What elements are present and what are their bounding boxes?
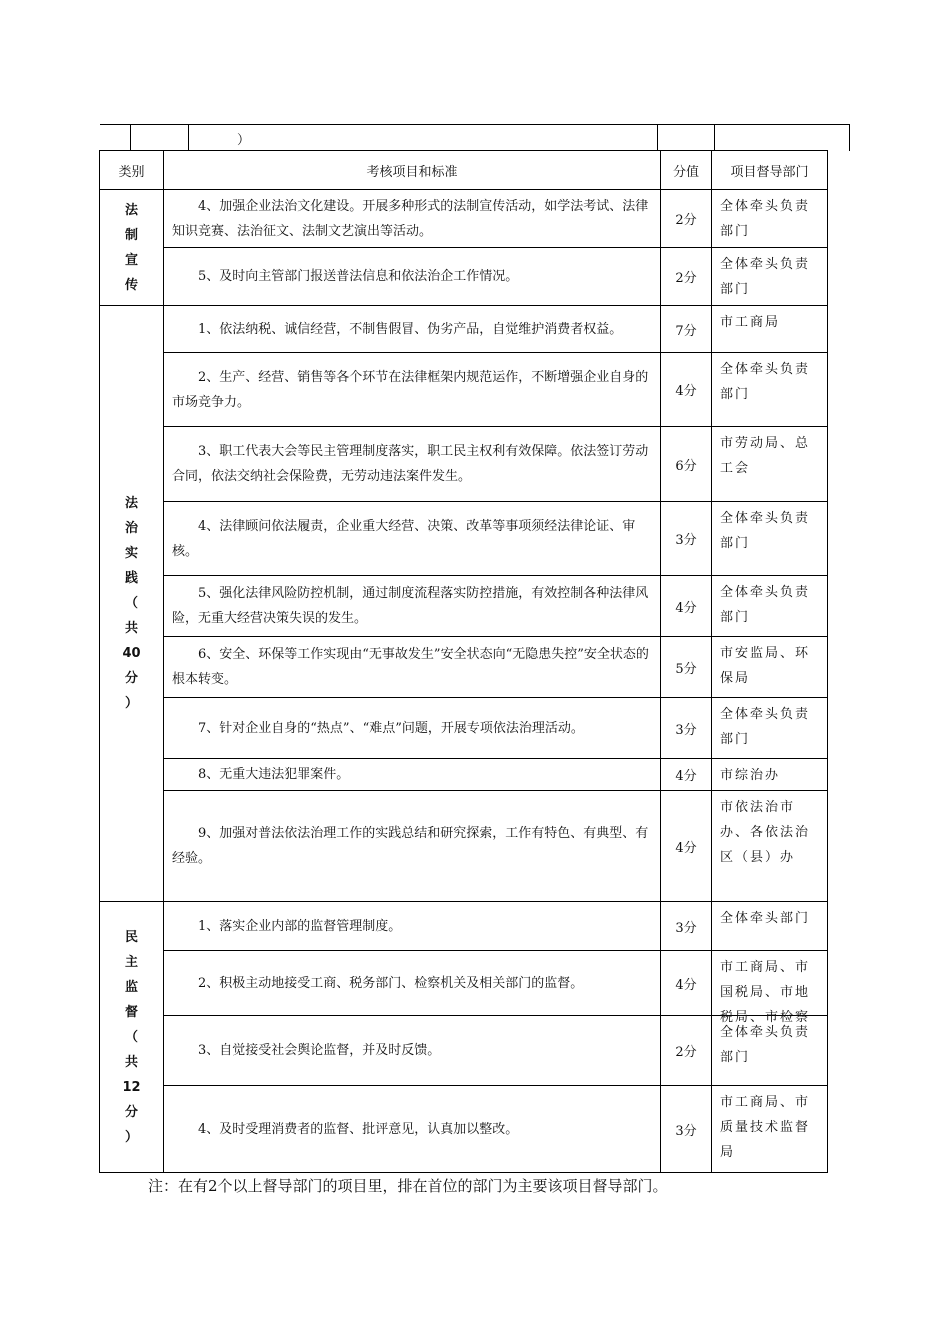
dept-text: 市劳动局、总工会 [712, 427, 828, 502]
score-value: 5分 [661, 637, 712, 698]
item-text: 4、加强企业法治文化建设。开展多种形式的法制宣传活动，如学法考试、法律知识竞赛、法治征文、法制文艺演出等活动。 [164, 190, 661, 248]
dept-text: 全体牵头部门 [712, 902, 828, 951]
item-text: 8、无重大违法犯罪案件。 [164, 759, 661, 791]
table-row [100, 190, 828, 248]
dept-text: 全体牵头负责部门 [712, 698, 828, 759]
score-value: 7分 [661, 306, 712, 353]
score-value: 4分 [661, 791, 712, 902]
category-char: ） [124, 696, 138, 711]
dept-text: 市工商局 [712, 306, 828, 353]
dept-text: 全体牵头负责部门 [712, 248, 828, 306]
category-cell-legal-practice [100, 306, 164, 902]
previous-page-table-remnant [100, 124, 850, 151]
dept-text: 市工商局、市国税局、市地税局、市检察 [720, 960, 811, 1025]
dept-text: 全体牵头负责部门 [712, 1016, 828, 1086]
item-text: 7、针对企业自身的“热点”、“难点”问题，开展专项依法治理活动。 [164, 698, 661, 759]
dept-text: 全体牵头负责部门 [712, 353, 828, 427]
table-row [100, 791, 828, 902]
score-value: 6分 [661, 427, 712, 502]
category-char: 民 [124, 929, 138, 945]
dept-text: 全体牵头负责部门 [712, 576, 828, 637]
score-value: 3分 [661, 1086, 712, 1173]
header-dept: 项目督导部门 [712, 151, 828, 190]
category-char: 40 [122, 646, 141, 661]
item-text: 6、安全、环保等工作实现由“无事故发生”安全状态向“无隐患失控”安全状态的根本转变。 [164, 637, 661, 698]
table-row [100, 353, 828, 427]
score-value: 2分 [661, 1016, 712, 1086]
category-char: 督 [124, 1004, 138, 1020]
table-row [100, 1016, 828, 1086]
header-row [100, 151, 828, 190]
score-value: 4分 [661, 759, 712, 791]
paren-fragment: ） [237, 133, 251, 148]
dept-text: 市依法治市办、各依法治区（县）办 [712, 791, 828, 902]
category-char: 共 [124, 1054, 138, 1070]
score-value: 2分 [661, 190, 712, 248]
category-char: 主 [124, 954, 138, 970]
dept-text: 市综治办 [712, 759, 828, 791]
score-value: 4分 [661, 353, 712, 427]
category-char: 法 [124, 202, 138, 218]
category-char: 共 [124, 621, 138, 636]
item-text: 5、及时向主管部门报送普法信息和依法治企工作情况。 [164, 248, 661, 306]
item-text: 9、加强对普法依法治理工作的实践总结和研究探索，工作有特色、有典型、有经验。 [164, 791, 661, 902]
table-row [100, 248, 828, 306]
table-row [100, 502, 828, 576]
category-char: 监 [124, 979, 138, 995]
item-text: 2、生产、经营、销售等各个环节在法律框架内规范运作，不断增强企业自身的市场竞争力。 [164, 353, 661, 427]
category-char: 宣 [124, 252, 138, 268]
category-char: 治 [124, 521, 138, 536]
table-row [100, 698, 828, 759]
dept-text: 市安监局、环保局 [712, 637, 828, 698]
table-row [100, 1086, 828, 1173]
table-row [100, 759, 828, 791]
score-value: 3分 [661, 502, 712, 576]
category-char: 分 [124, 671, 138, 686]
item-text: 3、职工代表大会等民主管理制度落实，职工民主权利有效保障。依法签订劳动合同，依法交纳社会保险费，无劳动违法案件发生。 [164, 427, 661, 502]
table-row [100, 576, 828, 637]
score-value: 3分 [661, 698, 712, 759]
item-text: 4、法律顾问依法履责，企业重大经营、决策、改革等事项须经法律论证、审核。 [164, 502, 661, 576]
dept-text: 市工商局、市质量技术监督局 [712, 1086, 828, 1173]
category-char: 践 [124, 571, 138, 586]
category-char: 制 [124, 227, 138, 243]
header-score: 分值 [661, 151, 712, 190]
dept-text: 全体牵头负责部门 [712, 190, 828, 248]
assessment-table [99, 150, 828, 1173]
table-row [100, 306, 828, 353]
category-char: ） [124, 1129, 138, 1145]
header-item: 考核项目和标准 [164, 151, 661, 190]
score-value: 2分 [661, 248, 712, 306]
category-char: 分 [124, 1104, 138, 1120]
category-char: （ [124, 596, 138, 611]
item-text: 3、自觉接受社会舆论监督，并及时反馈。 [164, 1016, 661, 1086]
header-category: 类别 [100, 151, 164, 190]
item-text: 5、强化法律风险防控机制，通过制度流程落实防控措施，有效控制各种法律风险，无重大经营决策失误的发生。 [164, 576, 661, 637]
score-value: 4分 [661, 951, 712, 1016]
category-char: 法 [124, 496, 138, 511]
footnote: 注：在有2个以上督导部门的项目里，排在首位的部门为主要该项目督导部门。 [148, 1177, 668, 1195]
table-row [100, 902, 828, 951]
item-text: 2、积极主动地接受工商、税务部门、检察机关及相关部门的监督。 [164, 951, 661, 1016]
dept-text: 全体牵头负责部门 [712, 502, 828, 576]
category-char: 12 [122, 1079, 141, 1095]
item-text: 1、依法纳税、诚信经营，不制售假冒、伪劣产品，自觉维护消费者权益。 [164, 306, 661, 353]
item-text: 1、落实企业内部的监督管理制度。 [164, 902, 661, 951]
table-row [100, 637, 828, 698]
table-row [100, 951, 828, 1016]
score-value: 4分 [661, 576, 712, 637]
category-cell-democratic-supervision [100, 902, 164, 1173]
table-row [100, 427, 828, 502]
category-char: （ [124, 1029, 138, 1045]
score-value: 3分 [661, 902, 712, 951]
category-char: 实 [124, 546, 138, 561]
item-text: 4、及时受理消费者的监督、批评意见，认真加以整改。 [164, 1086, 661, 1173]
dept-cell [712, 951, 828, 1025]
category-char: 传 [124, 277, 138, 293]
category-cell-legal-publicity [100, 190, 164, 306]
